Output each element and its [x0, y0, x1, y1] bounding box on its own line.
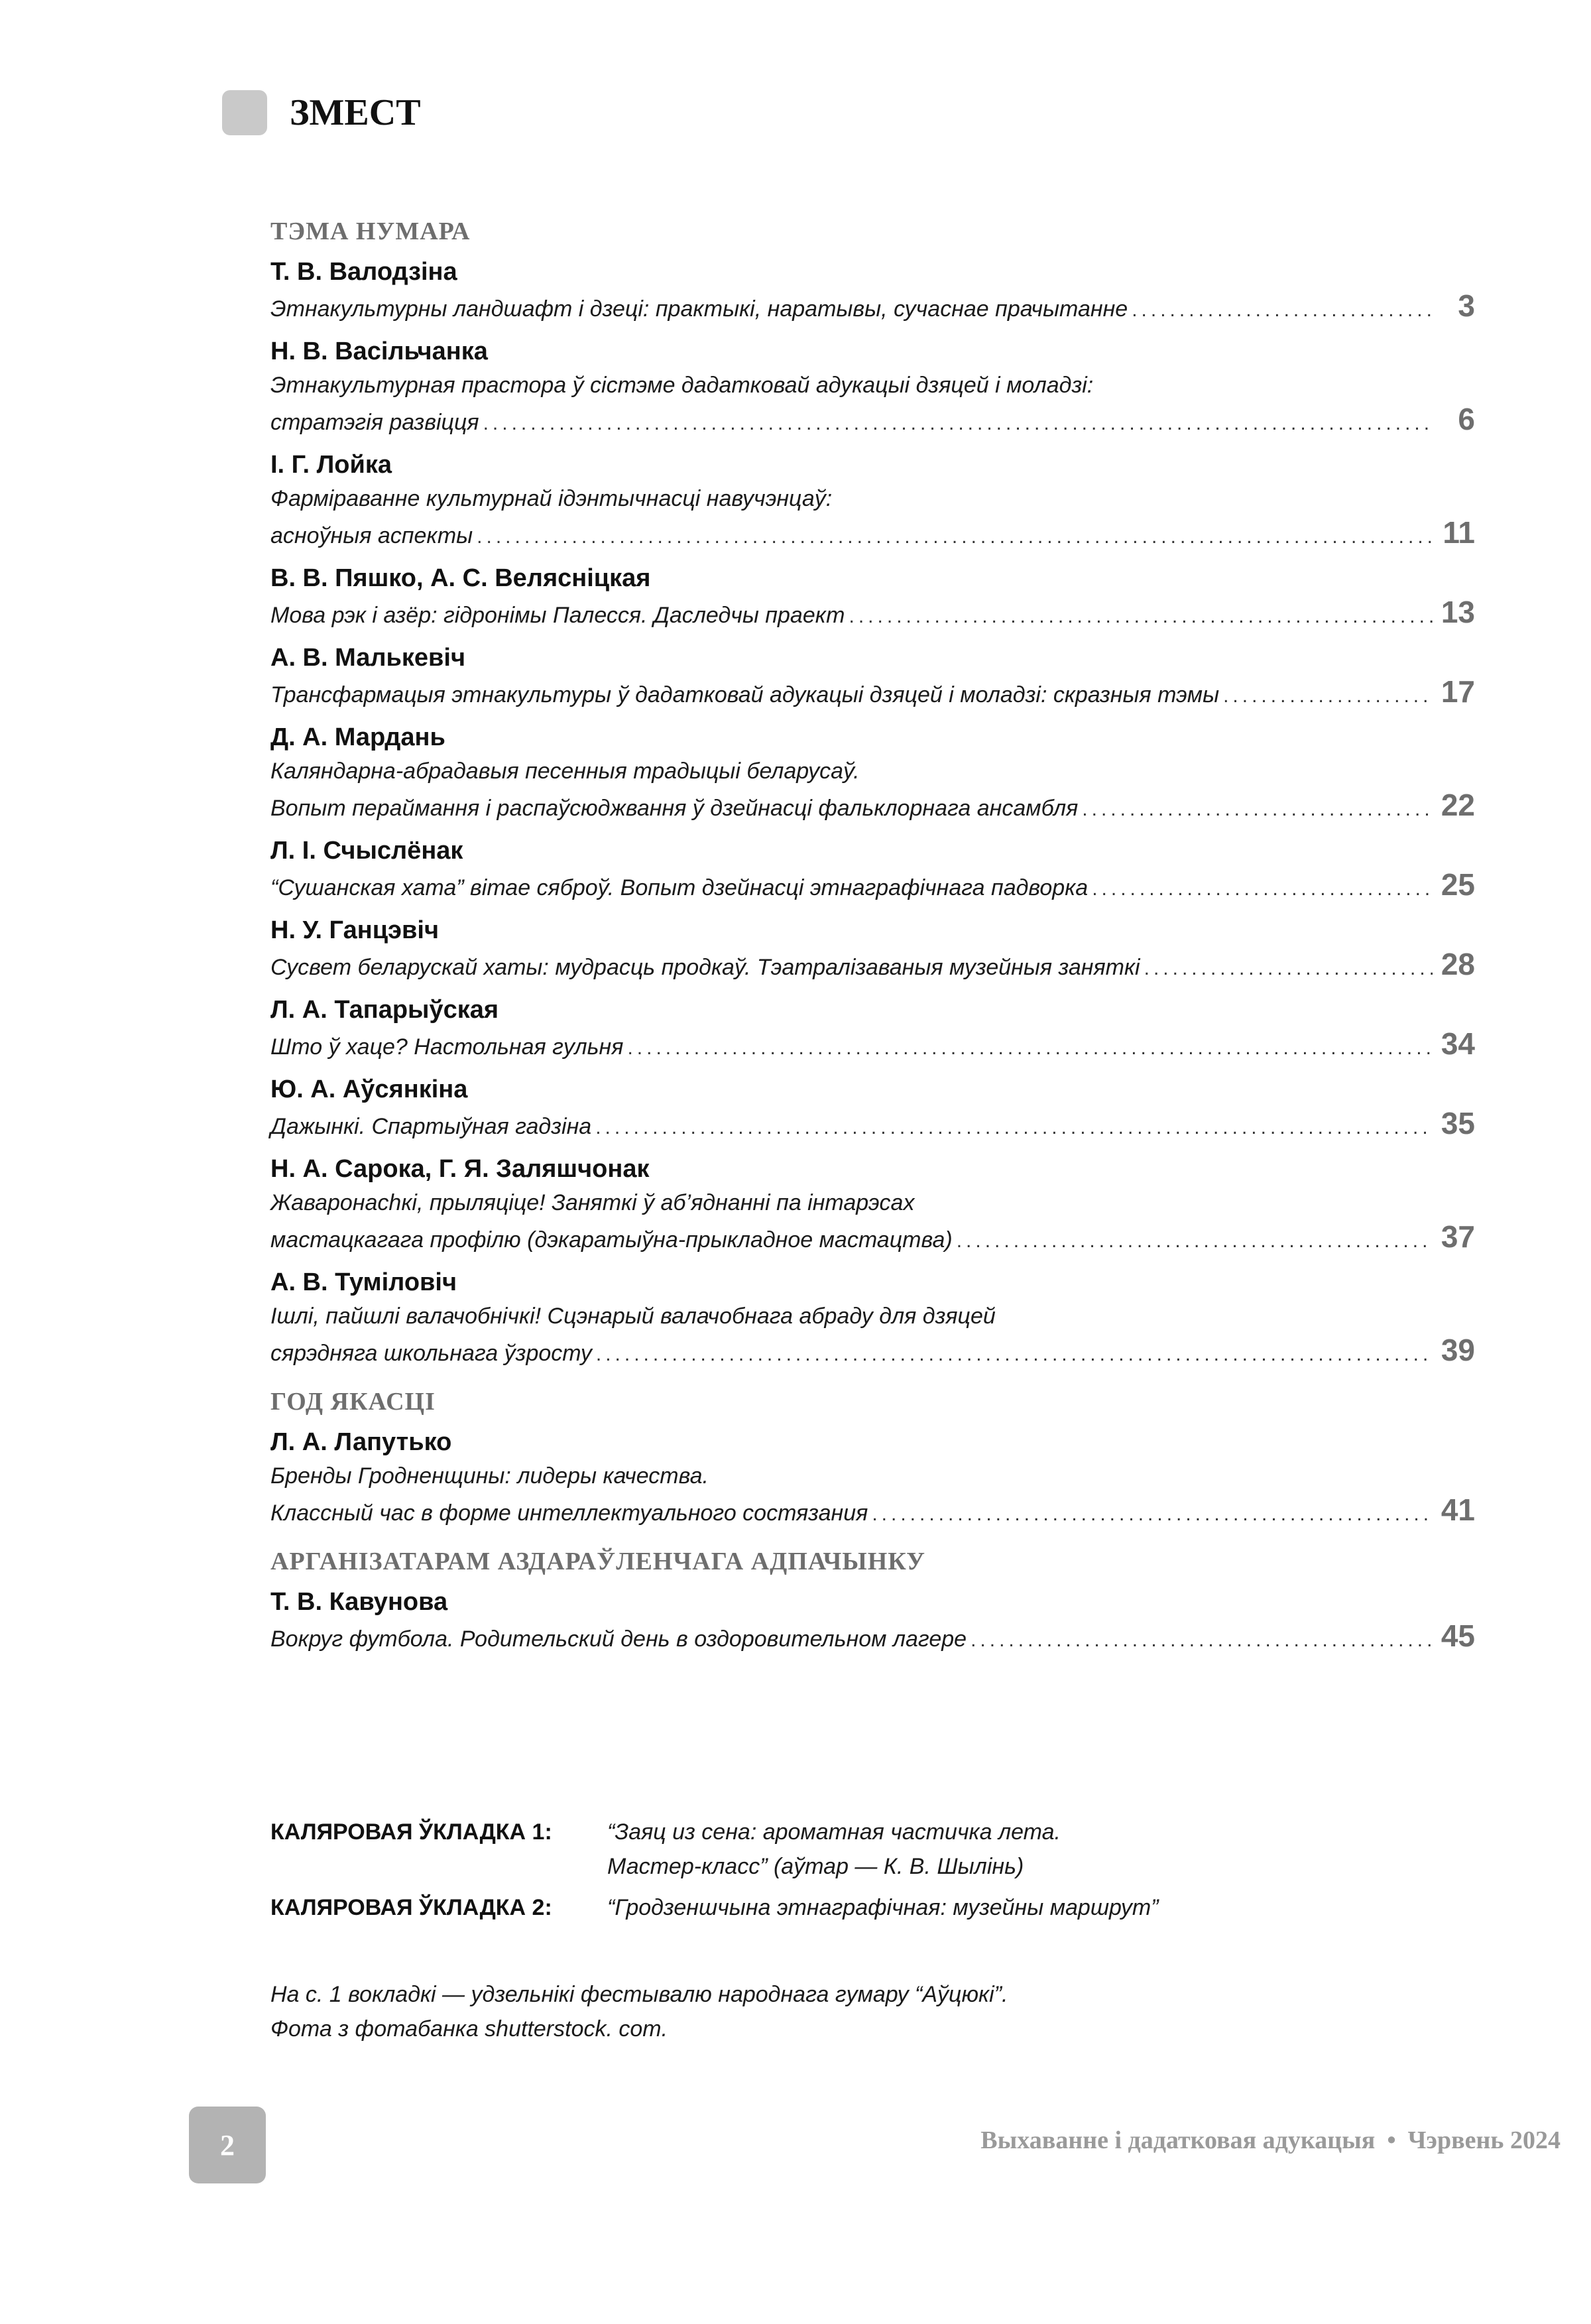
entry-title: Ішлі, пайшлі валачобнічкі! Сцэнарый валачобнага абраду для дзяцей: [270, 1304, 996, 1329]
entry-title: Фарміраванне культурнай ідэнтычнасці навучэнцаў:: [270, 486, 833, 511]
entry-page-number: 3: [1458, 288, 1475, 323]
entry-page-number: 41: [1441, 1493, 1475, 1527]
entry-title: Дажынкі. Спартыўная гадзіна: [270, 1114, 592, 1139]
entry-author: А. В. Туміловіч: [270, 1268, 457, 1296]
entry-title: Этнакультурны ландшафт і дзеці: практыкі, наратывы, сучаснае прачытанне: [270, 296, 1128, 322]
dot-leader: [953, 1224, 1433, 1258]
color-insert: [270, 1815, 1464, 1884]
section-heading: АРГАНІЗАТАРАМ АЗДАРАЎЛЕНЧАГА АДПАЧЫНКУ: [270, 1548, 925, 1575]
toc-entry[interactable]: [270, 255, 1475, 327]
insert-description: [607, 1815, 1061, 1884]
entry-title-line: [270, 868, 1475, 906]
entry-title: “Сушанская хата” вітае сяброў. Вопыт дзейнасці этнаграфічнага падворка: [270, 875, 1089, 900]
insert-description-line: “Гродзеншчына этнаграфічная: музейны маршрут”: [607, 1895, 1159, 1920]
entry-page-number: 34: [1441, 1026, 1475, 1061]
entry-title: Трансфармацыя этнакультуры ў дадатковай адукацыі дзяцей і моладзі: скразныя тэмы: [270, 682, 1220, 707]
toc-entry[interactable]: [270, 1585, 1475, 1657]
entry-title: Этнакультурная прастора ў сістэме дадатковай адукацыі дзяцей і моладзі:: [270, 373, 1094, 398]
entry-title: мастацкагага профілю (дэкаратыўна-прыкладное мастацтва): [270, 1227, 953, 1253]
entry-page-number: 6: [1458, 402, 1475, 436]
footer-separator: •: [1387, 2126, 1396, 2154]
dot-leader: [1219, 679, 1433, 713]
toc-entry[interactable]: [270, 448, 1475, 554]
entry-author: В. В. Пяшко, А. С. Велясніцкая: [270, 564, 651, 592]
entry-page-number: 35: [1441, 1106, 1475, 1140]
entry-title-line: [270, 1300, 1475, 1333]
cover-note: [270, 1977, 1008, 2046]
entry-author: Т. В. Кавунова: [270, 1588, 448, 1616]
page-number: 2: [189, 2107, 266, 2183]
dot-leader: [1078, 792, 1433, 826]
entry-page-number: 45: [1441, 1619, 1475, 1653]
entry-page-number: 39: [1441, 1333, 1475, 1367]
entry-page-number: 25: [1441, 867, 1475, 902]
entry-page-number: 37: [1441, 1219, 1475, 1254]
issue-date: Чэрвень 2024: [1407, 2126, 1561, 2154]
entry-title-line: [270, 1459, 1475, 1493]
entry-title-line: [270, 1220, 1475, 1258]
entry-author: А. В. Малькевіч: [270, 644, 465, 672]
page-title: ЗМЕСТ: [290, 92, 421, 133]
color-inserts: [270, 1815, 1464, 1931]
toc-entry[interactable]: [270, 913, 1475, 985]
entry-title: Каляндарна-абрадавыя песенныя традыцыі беларусаў.: [270, 759, 860, 784]
insert-description-line: Мастер-класс” (аўтар — К. В. Шылінь): [607, 1854, 1024, 1879]
dot-leader: [473, 520, 1433, 554]
journal-title: Выхаванне і дадатковая адукацыя: [980, 2126, 1376, 2154]
entry-author: Н. А. Сарока, Г. Я. Заляшчонак: [270, 1155, 650, 1183]
dot-leader: [967, 1623, 1433, 1657]
entry-title-line: [270, 402, 1475, 440]
dot-leader: [592, 1337, 1433, 1371]
toc-entry[interactable]: [270, 561, 1475, 633]
entry-title-line: [270, 1493, 1475, 1531]
insert-label: КАЛЯРОВАЯ ЎКЛАДКА 2:: [270, 1895, 552, 1920]
section-heading: ГОД ЯКАСЦІ: [270, 1388, 436, 1416]
entry-author: Л. А. Тапарыўская: [270, 996, 499, 1024]
toc-entry[interactable]: [270, 1425, 1475, 1531]
toc-entry[interactable]: [270, 334, 1475, 440]
entry-author: Н. У. Ганцэвіч: [270, 916, 440, 944]
toc-entry[interactable]: [270, 1265, 1475, 1371]
entry-title: асноўныя аспекты: [270, 523, 473, 548]
entry-page-number: 22: [1441, 788, 1475, 822]
entry-author: Т. В. Валодзіна: [270, 258, 457, 286]
dot-leader: [479, 406, 1433, 440]
dot-leader: [623, 1031, 1433, 1065]
entry-page-number: 13: [1441, 595, 1475, 629]
insert-description: [607, 1890, 1158, 1925]
dot-leader: [591, 1111, 1433, 1144]
table-of-contents: [270, 215, 1475, 1657]
entry-title: Вокруг футбола. Родительский день в оздоровительном лагере: [270, 1626, 967, 1652]
entry-title-line: [270, 755, 1475, 788]
entry-page-number: 17: [1441, 674, 1475, 709]
toc-entry[interactable]: [270, 1072, 1475, 1144]
entry-title: Мова рэк і азёр: гідронімы Палесся. Даследчы праект: [270, 603, 845, 628]
entry-title-line: [270, 788, 1475, 826]
heading-marker: [222, 90, 267, 135]
section-heading: ТЭМА НУМАРА: [270, 217, 471, 245]
entry-title-line: [270, 369, 1475, 402]
entry-title-line: [270, 1186, 1475, 1220]
entry-author: І. Г. Лойка: [270, 451, 392, 479]
entry-title: Классный час в форме интеллектуального состязания: [270, 1500, 868, 1526]
entry-title-line: [270, 1619, 1475, 1657]
entry-title: Вопыт пераймання і распаўсюджвання ў дзейнасці фальклорнага ансамбля: [270, 796, 1079, 821]
entry-page-number: 28: [1441, 947, 1475, 981]
entry-author: Ю. А. Аўсянкіна: [270, 1075, 468, 1103]
entry-title-line: [270, 289, 1475, 327]
dot-leader: [845, 599, 1433, 633]
entry-title: Бренды Гродненщины: лидеры качества.: [270, 1463, 709, 1489]
entry-title-line: [270, 1107, 1475, 1144]
dot-leader: [1140, 951, 1433, 985]
entry-title-line: [270, 948, 1475, 985]
running-footer: [980, 2126, 1561, 2155]
note-line: На с. 1 вокладкі — удзельнікі фестывалю народнага гумару “Аўцюкі”.: [270, 1982, 1008, 2007]
note-line: Фота з фотабанка shutterstock. com.: [270, 2016, 668, 2042]
dot-leader: [1128, 293, 1433, 327]
toc-entry[interactable]: [270, 1152, 1475, 1258]
dot-leader: [1088, 872, 1433, 906]
entry-title-line: [270, 1027, 1475, 1065]
dot-leader: [868, 1497, 1433, 1531]
entry-title-line: [270, 595, 1475, 633]
toc-entry[interactable]: [270, 641, 1475, 713]
toc-entry[interactable]: [270, 833, 1475, 906]
toc-entry[interactable]: [270, 720, 1475, 826]
entry-title: Што ў хаце? Настольная гульня: [270, 1034, 624, 1060]
entry-title-line: [270, 1333, 1475, 1371]
color-insert: [270, 1890, 1464, 1925]
entry-title: стратэгія развіцця: [270, 410, 479, 435]
toc-entry[interactable]: [270, 993, 1475, 1065]
entry-author: Л. І. Счыслёнак: [270, 837, 463, 865]
entry-title-line: [270, 482, 1475, 516]
entry-title: сярэдняга школьнага ўзросту: [270, 1341, 592, 1366]
entry-title-line: [270, 516, 1475, 554]
insert-description-line: “Заяц из сена: ароматная частичка лета.: [607, 1819, 1061, 1845]
entry-title: Сусвет беларускай хаты: мудрасць продкаў. Тэатралізаваныя музейныя заняткі: [270, 955, 1140, 980]
entry-author: Л. А. Лапутько: [270, 1428, 452, 1456]
entry-title: Жаваронachкі, прыляціце! Заняткі ў аб’яднанні па інтарэсах: [270, 1190, 915, 1215]
entry-title-line: [270, 675, 1475, 713]
entry-page-number: 11: [1443, 515, 1475, 550]
entry-author: Н. В. Васільчанка: [270, 337, 488, 365]
entry-author: Д. А. Мардань: [270, 723, 445, 751]
insert-label: КАЛЯРОВАЯ ЎКЛАДКА 1:: [270, 1819, 552, 1845]
